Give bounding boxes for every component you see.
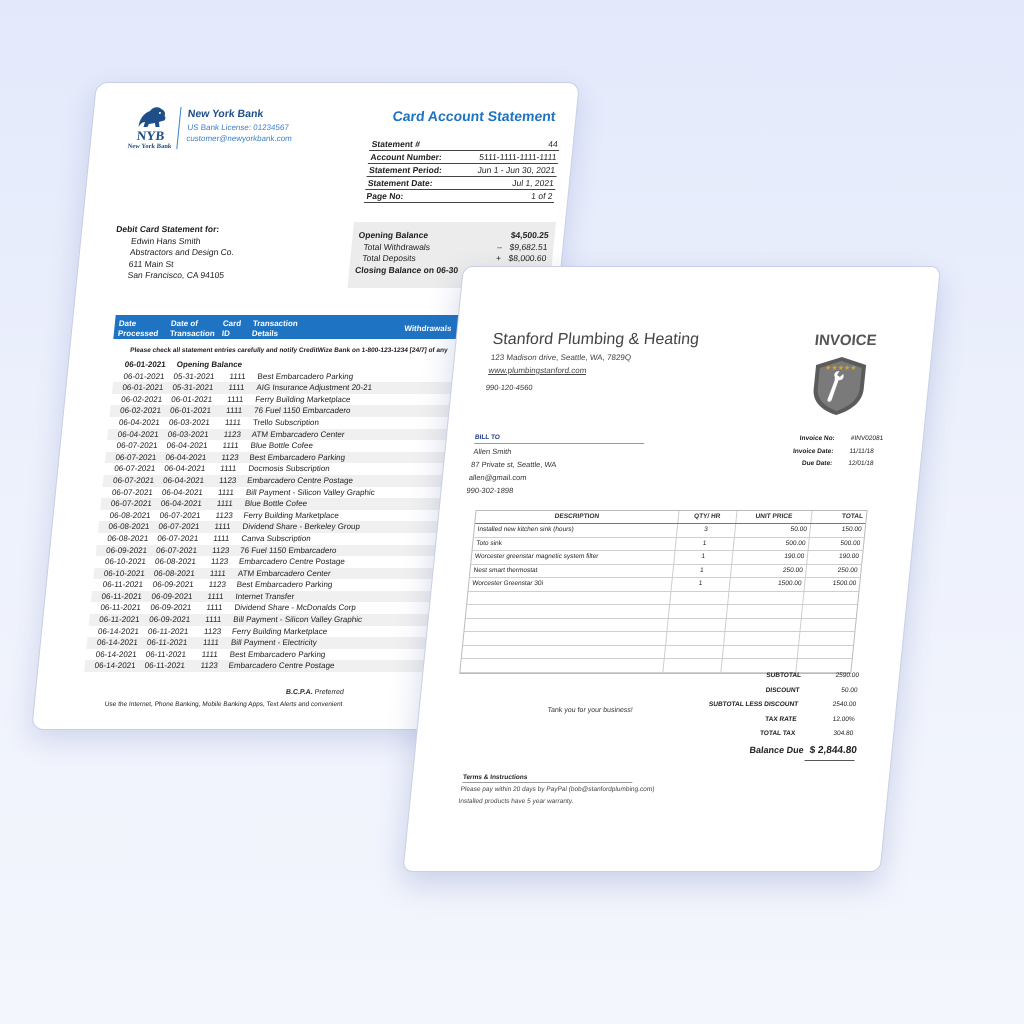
empty-cell (801, 619, 856, 632)
transaction-date-processed: 06-11-2021 (99, 603, 142, 613)
totals-label: SUBTOTAL LESS DISCOUNT (708, 701, 799, 708)
empty-cell (666, 632, 725, 645)
company-address: 123 Madison drive, Seattle, WA, 7829Q (490, 353, 632, 362)
item-total: 1500.00 (832, 580, 857, 587)
invoice-item-row (471, 551, 862, 565)
transaction-card-id: 1123 (223, 429, 242, 439)
transaction-date-processed: 06-08-2021 (108, 522, 150, 532)
transaction-details: Blue Bottle Cofee (244, 499, 308, 509)
totals-value: 304.80 (833, 730, 854, 737)
invoice-meta (764, 433, 908, 471)
transaction-date-processed: 06-07-2021 (112, 475, 155, 485)
item-description: Worcester greenstar magnetic system filter (471, 551, 675, 564)
transaction-date: 06-09-2021 (151, 591, 193, 601)
empty-cell (722, 646, 799, 659)
empty-cell (799, 632, 854, 645)
transaction-card-id: 1123 (218, 475, 237, 485)
invoice-empty-row (463, 632, 854, 646)
terms-line-payment: Please pay within 20 days by PayPal (bob@stanfordplumbing.com) (460, 786, 655, 793)
transaction-date-processed: 06-07-2021 (110, 499, 153, 509)
transaction-details: Internet Transfer (235, 591, 295, 601)
transaction-card-id: 1111 (207, 591, 225, 601)
meta-row (367, 164, 558, 177)
empty-cell (798, 646, 853, 659)
invoice-meta-label: Invoice No: (799, 435, 836, 442)
item-total: 150.00 (841, 526, 862, 533)
transaction-card-id: 1111 (201, 649, 219, 659)
transaction-date-processed: 06-14-2021 (94, 661, 136, 671)
invoice-totals (676, 669, 859, 742)
withdrawals-label: Total Withdrawals (363, 241, 431, 252)
transaction-date: 06-04-2021 (162, 475, 205, 485)
statement-meta (364, 138, 561, 203)
invoice-empty-row (462, 646, 853, 660)
transaction-card-id: 1111 (205, 603, 223, 613)
transaction-details: Blue Bottle Cofee (250, 441, 314, 451)
company-website[interactable]: www.plumbingstanford.com (488, 366, 587, 375)
transaction-date: 06-11-2021 (144, 661, 186, 671)
invoice-document (402, 266, 941, 872)
bank-name: New York Bank (187, 108, 264, 120)
transaction-date: 06-09-2021 (148, 615, 191, 625)
customer-name: Edwin Hans Smith (130, 235, 202, 246)
item-description: Toto sink (473, 538, 677, 551)
transaction-details: Best Embarcadero Parking (257, 371, 354, 381)
totals-value: 2540.00 (832, 701, 857, 708)
transaction-date: 06-04-2021 (161, 487, 204, 497)
empty-cell (669, 605, 728, 618)
meta-value: Jun 1 - Jun 30, 2021 (477, 165, 556, 175)
transaction-card-id: 1123 (203, 626, 222, 636)
closing-balance-label: Closing Balance on 06-30 (354, 264, 459, 275)
empty-cell (670, 592, 729, 605)
balance-due-value: $ 2,844.80 (809, 745, 858, 756)
bank-license: US Bank License: 01234567 (187, 123, 290, 132)
totals-value: 12.00% (832, 715, 856, 723)
transaction-details: Dividend Share - Berkeley Group (242, 522, 361, 532)
empty-cell (725, 619, 802, 632)
invoice-item-row (470, 565, 861, 579)
meta-value: 5111-1111-1111-1111 (478, 152, 557, 162)
transaction-card-id: 1111 (226, 394, 244, 404)
meta-label: Page No: (366, 191, 404, 201)
transaction-card-id: 1111 (229, 371, 247, 381)
transaction-details: Best Embarcadero Parking (249, 452, 346, 462)
transaction-card-id: 1123 (208, 580, 227, 590)
transaction-card-id: 1111 (225, 406, 243, 416)
transaction-date: 06-07-2021 (156, 533, 199, 543)
wrench-shield-icon (805, 355, 873, 417)
item-description: Worcester Greenstar 30i (469, 578, 673, 591)
items-table-header (475, 511, 866, 524)
transaction-date: 05-31-2021 (171, 383, 214, 393)
meta-value: 44 (547, 139, 559, 149)
bill-to-phone: 990-302-1898 (466, 486, 514, 495)
item-qty: 1 (676, 538, 735, 551)
col-card-id: Card ID (221, 319, 242, 338)
invoice-empty-row (466, 605, 857, 619)
terms-line-warranty: Installed products have 5 year warranty. (458, 798, 574, 805)
lion-icon (134, 105, 170, 129)
transaction-date-processed: 06-10-2021 (104, 557, 147, 567)
col-unit-price: UNIT PRICE (736, 511, 813, 523)
balance-due-label: Balance Due (749, 745, 805, 755)
transaction-card-id: 1111 (202, 638, 220, 648)
svg-text:★★★★★: ★★★★★ (824, 363, 857, 372)
transaction-date: 06-11-2021 (147, 626, 189, 636)
invoice-item-row (468, 578, 859, 592)
transaction-date-processed: 06-07-2021 (113, 464, 156, 474)
item-description: Nest smart thermostat (470, 565, 674, 578)
item-total: 500.00 (840, 539, 861, 547)
item-total: 250.00 (837, 566, 858, 574)
empty-cell (665, 646, 724, 659)
transaction-date-processed: 06-01-2021 (121, 383, 164, 393)
transaction-date: 06-03-2021 (168, 417, 211, 427)
empty-cell (466, 605, 670, 618)
withdrawals-sign: – (496, 241, 503, 252)
transaction-date: 06-07-2021 (158, 522, 200, 532)
transaction-details: Dividend Share - McDonalds Corp (233, 603, 357, 613)
transaction-card-id: 1123 (210, 557, 229, 567)
transaction-date: 06-04-2021 (163, 464, 206, 474)
transaction-date: 06-09-2021 (152, 580, 195, 590)
item-qty: 3 (677, 524, 736, 537)
transaction-date-processed: 06-08-2021 (109, 510, 152, 520)
empty-cell (467, 592, 671, 605)
invoice-meta-row (764, 458, 905, 471)
meta-row (368, 151, 559, 164)
transaction-date-processed: 06-07-2021 (111, 487, 154, 497)
opening-row-date: 06-01-2021 (124, 360, 167, 369)
invoice-meta-value: 11/11/18 (849, 447, 875, 455)
transaction-card-id: 1111 (216, 499, 234, 509)
transaction-date-processed: 06-09-2021 (105, 545, 148, 555)
customer-street: 611 Main St (128, 258, 175, 269)
transaction-details: Embarcadero Centre Postage (238, 557, 346, 567)
footer-line: Use the Internet, Phone Banking, Mobile Banking Apps, Text Alerts and convenient (104, 701, 343, 708)
col-qty: QTY/ HR (678, 511, 737, 523)
footer-program (286, 689, 345, 696)
transaction-details: Best Embarcadero Parking (229, 649, 326, 659)
transaction-details: AIG Insurance Adjustment 20-21 (255, 383, 373, 393)
meta-label: Statement Period: (368, 165, 443, 175)
bank-email: customer@newyorkbank.com (185, 134, 293, 143)
invoice-meta-label: Due Date: (801, 460, 833, 468)
empty-cell (726, 605, 803, 618)
withdrawals-row (357, 242, 548, 254)
empty-cell (463, 632, 667, 645)
transaction-card-id: 1111 (219, 464, 237, 474)
transaction-details: Best Embarcadero Parking (236, 580, 333, 590)
empty-cell (724, 632, 801, 645)
meta-label: Statement Date: (367, 178, 434, 188)
meta-value: 1 of 2 (530, 191, 554, 201)
balance-due-underline (805, 760, 855, 761)
col-date-transaction: Date of Transaction (169, 319, 216, 338)
footer-bold: B.C.P.A. (285, 689, 314, 696)
totals-value: 50.00 (840, 686, 858, 694)
transaction-details: 76 Fuel 1150 Embarcadero (253, 406, 351, 416)
invoice-item-row (473, 538, 864, 552)
transaction-details: Docmosis Subscription (247, 464, 331, 474)
transaction-details: ATM Embarcadero Center (251, 429, 346, 439)
meta-row (364, 190, 555, 203)
transaction-date: 06-03-2021 (167, 429, 210, 439)
deposits-label: Total Deposits (361, 253, 417, 263)
transaction-date-processed: 06-01-2021 (123, 371, 165, 381)
footer-rest: Preferred (314, 689, 345, 696)
meta-value: Jul 1, 2021 (511, 178, 555, 188)
transaction-date-processed: 06-14-2021 (96, 638, 139, 648)
terms-heading: Terms & Instructions (462, 774, 633, 783)
transaction-date: 05-31-2021 (173, 371, 215, 381)
empty-cell (728, 592, 805, 605)
invoice-meta-row (766, 433, 907, 446)
transaction-date-processed: 06-11-2021 (98, 615, 141, 625)
invoice-meta-value: 12/01/18 (847, 460, 874, 468)
empty-cell (462, 646, 666, 659)
item-qty: 1 (673, 565, 732, 578)
opening-row-label: Opening Balance (176, 360, 243, 369)
company-name: Stanford Plumbing & Heating (491, 331, 700, 348)
transaction-details: 76 Fuel 1150 Embarcadero (239, 545, 338, 555)
transaction-date: 06-04-2021 (160, 499, 203, 509)
transaction-details: Ferry Building Marketplace (243, 510, 340, 520)
withdrawals-value: $9,682.51 (509, 241, 549, 252)
col-details: Transaction Details (251, 319, 299, 338)
transaction-date-processed: 06-14-2021 (95, 649, 138, 659)
meta-row (365, 177, 556, 190)
transaction-card-id: 1111 (204, 615, 222, 625)
opening-balance-value: $4,500.25 (510, 230, 550, 240)
bill-to-name: Allen Smith (473, 447, 512, 456)
transaction-date-processed: 06-04-2021 (118, 417, 161, 427)
statement-notice: Please check all statement entries carefully and notify CreditWize Bank on 1-800-123-1234 [24/7] of any (129, 347, 448, 354)
transaction-date-processed: 06-08-2021 (106, 533, 149, 543)
item-description: Installed new kitchen sink (hours) (474, 524, 678, 537)
deposits-sign: + (495, 253, 502, 263)
transaction-card-id: 1111 (214, 522, 231, 532)
transaction-date: 06-07-2021 (155, 545, 198, 555)
invoice-item-row (474, 524, 865, 538)
item-qty: 1 (674, 551, 733, 564)
transaction-details: Bill Payment - Silicon Valley Graphic (245, 487, 376, 497)
col-description: DESCRIPTION (475, 511, 679, 523)
deposits-row (356, 253, 547, 265)
statement-for (111, 224, 237, 282)
plumbing-badge-logo (804, 355, 873, 422)
bill-to-label: BILL TO (474, 434, 645, 444)
totals-label: TAX RATE (764, 715, 798, 723)
meta-row (369, 138, 560, 151)
transaction-date: 06-11-2021 (145, 649, 187, 659)
transaction-date-processed: 06-10-2021 (103, 568, 146, 578)
totals-row (679, 698, 856, 713)
transaction-date: 06-09-2021 (149, 603, 192, 613)
transaction-date-processed: 06-07-2021 (115, 452, 157, 462)
invoice-meta-row (765, 446, 906, 459)
items-table-box (459, 510, 867, 674)
deposits-value: $8,000.60 (508, 253, 547, 263)
col-date-processed: Date Processed (117, 319, 159, 338)
totals-label: TOTAL TAX (759, 730, 796, 737)
transaction-date-processed: 06-02-2021 (119, 406, 162, 416)
transaction-card-id: 1111 (222, 441, 240, 451)
bill-to-email: allen@gmail.com (468, 473, 527, 482)
totals-label: SUBTOTAL (765, 672, 802, 679)
transaction-card-id: 1111 (227, 383, 245, 393)
statement-for-heading: Debit Card Statement for: (115, 224, 220, 234)
col-withdrawals: Withdrawals (403, 324, 452, 333)
meta-label: Statement # (371, 139, 421, 149)
transaction-details: ATM Embarcadero Center (237, 568, 332, 578)
transaction-details: Embarcadero Centre Postage (246, 475, 354, 485)
transaction-details: Bill Payment - Silicon Valley Graphic (232, 615, 363, 625)
customer-city: San Francisco, CA 94105 (127, 270, 225, 280)
customer-company: Abstractors and Design Co. (129, 247, 235, 257)
transaction-details: Embarcadero Centre Postage (228, 661, 335, 671)
item-qty: 1 (671, 578, 730, 591)
empty-cell (460, 659, 664, 672)
empty-cell (465, 619, 669, 632)
transaction-date-processed: 06-14-2021 (97, 626, 140, 636)
transaction-card-id: 1111 (212, 533, 230, 543)
transaction-card-id: 1123 (211, 545, 230, 555)
invoice-title: INVOICE (814, 332, 878, 349)
transaction-details: Trello Subscription (252, 417, 320, 427)
transaction-date: 06-08-2021 (154, 557, 197, 567)
invoice-empty-row (464, 619, 855, 633)
totals-row (682, 669, 859, 684)
item-total: 190.00 (838, 553, 860, 560)
transaction-details: Ferry Building Marketplace (254, 394, 351, 404)
company-phone: 990-120-4560 (485, 383, 534, 392)
totals-row (678, 713, 855, 728)
invoice-meta-value: #INV02081 (850, 435, 884, 442)
bank-logo-name: New York Bank (127, 143, 172, 150)
bank-logo-abbr: NYB (136, 128, 166, 143)
transaction-date-processed: 06-02-2021 (120, 394, 163, 404)
item-unit-price: 1500.00 (729, 578, 806, 591)
transaction-card-id: 1123 (221, 452, 240, 462)
bank-logo (124, 105, 179, 150)
item-unit-price: 50.00 (735, 524, 812, 537)
transaction-card-id: 1111 (217, 487, 235, 497)
transaction-card-id: 1111 (224, 417, 242, 427)
item-unit-price: 190.00 (732, 551, 809, 564)
transaction-card-id: 1123 (200, 661, 219, 671)
transaction-date-processed: 06-11-2021 (101, 591, 143, 601)
opening-balance-label: Opening Balance (358, 230, 429, 240)
transaction-date: 06-01-2021 (169, 406, 212, 416)
transaction-date: 06-08-2021 (153, 568, 196, 578)
totals-label: DISCOUNT (765, 686, 800, 694)
totals-row (681, 684, 858, 699)
empty-cell (803, 592, 858, 605)
bill-to-street: 87 Private st, Seattle, WA (470, 460, 557, 469)
item-unit-price: 500.00 (733, 538, 810, 551)
transaction-date: 06-01-2021 (170, 394, 213, 404)
invoice-empty-row (467, 592, 858, 606)
invoice-meta-label: Invoice Date: (792, 447, 834, 455)
transaction-card-id: 1123 (215, 510, 234, 520)
transaction-date-processed: 06-04-2021 (117, 429, 160, 439)
opening-balance-row (358, 230, 549, 242)
meta-label: Account Number: (370, 152, 443, 162)
statement-title: Card Account Statement (391, 108, 557, 124)
transaction-details: Bill Payment - Electricity (230, 638, 318, 648)
balance-due (749, 745, 857, 756)
transaction-date: 06-04-2021 (165, 452, 207, 462)
transaction-details: Ferry Building Marketplace (231, 626, 328, 636)
totals-value: 2590.00 (835, 672, 860, 679)
empty-cell (802, 605, 857, 618)
thank-you-note: Tank you for your business! (547, 707, 634, 714)
empty-cell (667, 619, 726, 632)
transaction-date: 06-11-2021 (146, 638, 188, 648)
transaction-details: Canva Subscription (240, 533, 312, 543)
invoice-items-table (459, 510, 867, 674)
totals-row (676, 727, 853, 742)
transaction-date: 06-04-2021 (166, 441, 209, 451)
transaction-date: 06-07-2021 (159, 510, 202, 520)
transaction-card-id: 1111 (209, 568, 227, 578)
col-total: TOTAL (841, 513, 864, 520)
item-unit-price: 250.00 (731, 565, 808, 578)
transaction-date-processed: 06-07-2021 (116, 441, 159, 451)
transaction-date-processed: 06-11-2021 (102, 580, 144, 590)
